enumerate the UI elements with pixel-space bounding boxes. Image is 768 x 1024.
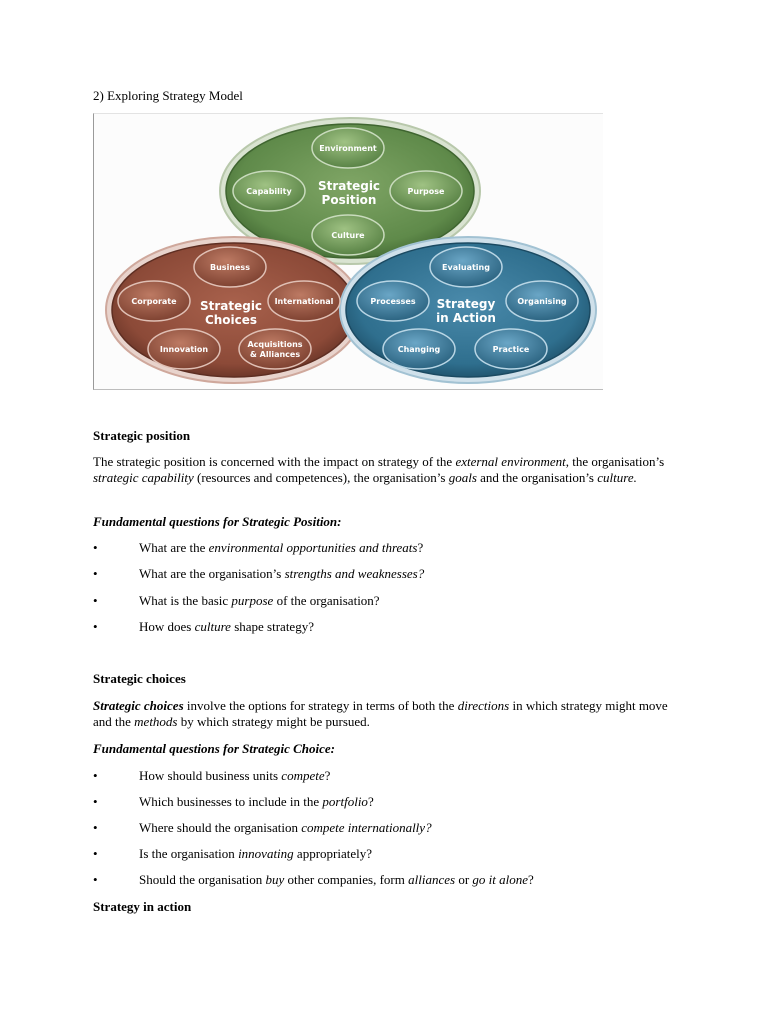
q-text: How should business units xyxy=(139,768,282,783)
action-title-line1: Strategy xyxy=(436,297,496,311)
choice-question-5 xyxy=(139,872,534,888)
para-emphasis: culture. xyxy=(597,470,637,486)
practice-label: Practice xyxy=(492,345,530,354)
para-text: The strategic position is concerned with the impact on strategy of the xyxy=(93,454,456,469)
capability-label: Capability xyxy=(246,187,292,196)
choices-title-line2: Choices xyxy=(204,313,258,327)
international-label: International xyxy=(274,297,334,306)
position-question-3 xyxy=(139,593,380,609)
q-emphasis: compete internationally? xyxy=(301,820,432,835)
q-emphasis: purpose xyxy=(231,593,274,608)
strategic-choices-paragraph xyxy=(93,698,673,731)
position-question-4 xyxy=(139,619,314,635)
para-text: by which strategy might be pursued. xyxy=(177,714,370,730)
para-text: (resources and competences), the organisation’s xyxy=(193,470,449,486)
q-emphasis: compete xyxy=(281,768,325,783)
q-emphasis: go it alone xyxy=(472,872,529,887)
para-text: in which strategy might move and the xyxy=(93,698,668,730)
acquisitions-alliances-bubble xyxy=(239,329,311,369)
bullet: • xyxy=(93,566,98,581)
q-emphasis: innovating xyxy=(238,846,294,861)
para-emphasis: directions xyxy=(457,698,510,713)
q-emphasis: portfolio xyxy=(322,794,368,809)
corporate-label: Corporate xyxy=(131,297,177,306)
q-text: ? xyxy=(324,768,331,783)
strategy-in-action-heading: Strategy in action xyxy=(93,899,192,914)
processes-label: Processes xyxy=(370,297,416,306)
alliances-label: & Alliances xyxy=(249,350,301,359)
q-emphasis: environmental opportunities and threats xyxy=(208,540,418,555)
q-emphasis: strengths and weaknesses? xyxy=(284,566,425,581)
q-text: What is the basic xyxy=(139,593,232,608)
q-text: appropriately? xyxy=(293,846,372,861)
acquisitions-label: Acquisitions xyxy=(247,340,303,349)
q-text: Is the organisation xyxy=(139,846,239,861)
para-text: , the organisation’s xyxy=(565,454,665,469)
q-emphasis: culture xyxy=(194,619,231,634)
q-text: ? xyxy=(528,872,534,887)
q-emphasis: buy xyxy=(265,872,285,887)
choice-question-2 xyxy=(139,794,374,810)
q-text: Which businesses to include in the xyxy=(139,794,323,809)
para-text: involve the options for strategy in terms of both the xyxy=(183,698,458,713)
position-questions-subheading: Fundamental questions for Strategic Position: xyxy=(93,514,342,529)
q-text: ? xyxy=(367,794,374,809)
bullet: • xyxy=(93,593,98,608)
culture-label: Culture xyxy=(331,231,365,240)
q-emphasis: alliances xyxy=(408,872,456,887)
strategic-position-paragraph xyxy=(93,454,673,487)
q-text: Where should the organisation xyxy=(139,820,302,835)
position-title-line2: Position xyxy=(321,193,377,207)
exploring-strategy-diagram xyxy=(93,113,603,390)
position-question-1 xyxy=(139,540,423,556)
organising-label: Organising xyxy=(517,297,567,306)
q-text: What are the xyxy=(139,540,209,555)
business-label: Business xyxy=(210,263,250,272)
bullet: • xyxy=(93,846,98,861)
environment-label: Environment xyxy=(319,144,377,153)
para-emphasis: methods xyxy=(134,714,178,730)
q-text: ? xyxy=(417,540,424,555)
purpose-label: Purpose xyxy=(407,187,445,196)
innovation-label: Innovation xyxy=(159,345,209,354)
action-title-line2: in Action xyxy=(436,311,496,325)
bullet: • xyxy=(93,768,98,783)
q-text: How does xyxy=(139,619,195,634)
bullet: • xyxy=(93,794,98,809)
para-bold-emphasis: Strategic choices xyxy=(93,698,184,713)
strategic-position-heading: Strategic position xyxy=(93,428,191,443)
choice-question-4 xyxy=(139,846,372,862)
choices-title-line1: Strategic xyxy=(199,299,263,313)
para-emphasis: strategic capability xyxy=(93,470,194,486)
bullet: • xyxy=(93,820,98,835)
q-text: or xyxy=(455,872,473,887)
section-title: 2) Exploring Strategy Model xyxy=(93,88,243,103)
bullet: • xyxy=(93,540,98,555)
bullet: • xyxy=(93,872,98,887)
evaluating-label: Evaluating xyxy=(442,263,490,272)
position-title-line1: Strategic xyxy=(317,179,381,193)
diagram-svg xyxy=(94,114,604,391)
para-text: and the organisation’s xyxy=(476,470,598,486)
q-text: shape strategy? xyxy=(230,619,314,634)
q-text: Should the organisation xyxy=(139,872,266,887)
para-emphasis: external environment xyxy=(455,454,566,469)
choice-question-3 xyxy=(139,820,432,836)
strategic-choices-heading: Strategic choices xyxy=(93,671,186,686)
changing-label: Changing xyxy=(397,345,441,354)
position-question-2 xyxy=(139,566,424,582)
q-text: What are the organisation’s xyxy=(139,566,285,581)
para-emphasis: goals xyxy=(448,470,477,486)
q-text: other companies, form xyxy=(284,872,409,887)
q-text: of the organisation? xyxy=(273,593,380,608)
choice-questions-subheading: Fundamental questions for Strategic Choice: xyxy=(93,741,335,756)
bullet: • xyxy=(93,619,98,634)
choice-question-1 xyxy=(139,768,330,784)
